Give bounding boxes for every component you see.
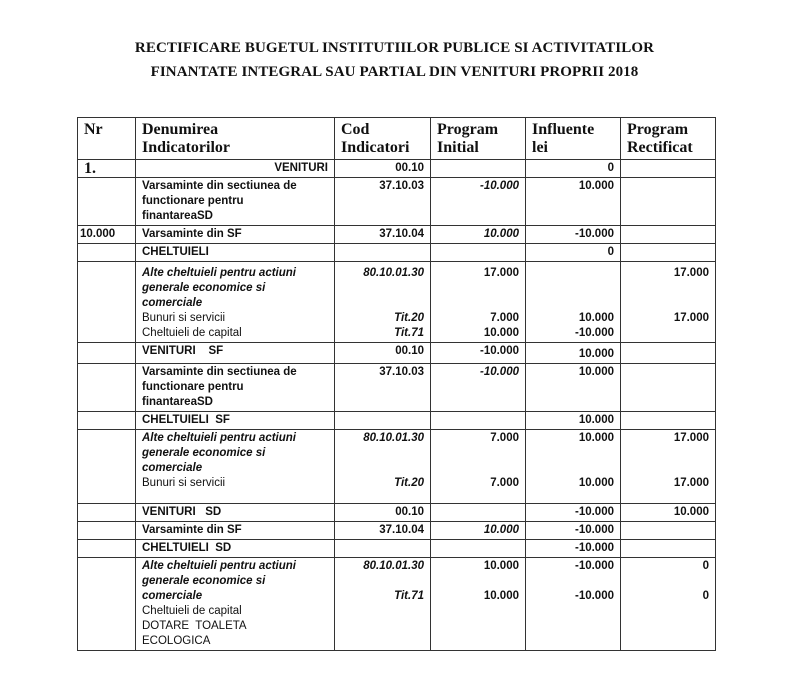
cell-influente: 10.000 (526, 364, 621, 412)
cell-initial: -10.000 (431, 364, 526, 412)
cell-nr (78, 430, 136, 504)
cell-nr (78, 244, 136, 262)
cell-denumire: VENITURI SD (136, 504, 335, 522)
cell-cod: 00.10 (335, 343, 431, 364)
cell-cod: 37.10.03 (335, 364, 431, 412)
cell-nr: 1. (78, 160, 136, 178)
cell-initial: 17.000 7.000 10.000 (431, 262, 526, 343)
cell-nr (78, 504, 136, 522)
table-row (78, 504, 716, 522)
cell-influente: 10.000 (526, 412, 621, 430)
cell-denumire: Varsaminte din SF (136, 226, 335, 244)
cell-rectificat: 17.000 17.000 (621, 430, 716, 504)
header-row (78, 118, 716, 160)
cell-influente: -10.000 -10.000 (526, 558, 621, 651)
table-row (78, 412, 716, 430)
cell-denumire: Varsaminte din sectiunea de functionare pentru finantareaSD (136, 364, 335, 412)
table-row (78, 226, 716, 244)
cell-initial: 10.000 10.000 (431, 558, 526, 651)
cell-rectificat (621, 540, 716, 558)
cell-cod: 37.10.03 (335, 178, 431, 226)
cell-denumire: VENITURI (136, 160, 335, 178)
cell-influente: 10.000 (526, 178, 621, 226)
cell-rectificat: 10.000 (621, 504, 716, 522)
cell-denumire: Alte cheltuieli pentru actiuni generale economice si comerciale Cheltuieli de capital DOTARE TOALETA ECOLOGICA (136, 558, 335, 651)
table-row (78, 160, 716, 178)
cell-cod: 00.10 (335, 160, 431, 178)
header-denumire: Denumirea Indicatorilor (136, 118, 335, 160)
cell-initial (431, 540, 526, 558)
cell-denumire: VENITURI SF (136, 343, 335, 364)
header-initial: Program Initial (431, 118, 526, 160)
cell-influente: -10.000 (526, 522, 621, 540)
cell-cod (335, 412, 431, 430)
cell-cod: 37.10.04 (335, 226, 431, 244)
cell-cod: 37.10.04 (335, 522, 431, 540)
cell-influente: 10.000 (526, 343, 621, 364)
cell-initial: 10.000 (431, 226, 526, 244)
cell-influente: 0 (526, 244, 621, 262)
cell-influente: -10.000 (526, 504, 621, 522)
cell-rectificat: 17.000 17.000 (621, 262, 716, 343)
cell-influente: 10.000 10.000 (526, 430, 621, 504)
cell-initial: 10.000 (431, 522, 526, 540)
cell-rectificat (621, 343, 716, 364)
cell-nr (78, 364, 136, 412)
cell-denumire: Varsaminte din sectiunea de functionare pentru finantareaSD (136, 178, 335, 226)
cell-rectificat: 0 0 (621, 558, 716, 651)
cell-denumire: CHELTUIELI (136, 244, 335, 262)
cell-initial: -10.000 (431, 178, 526, 226)
cell-influente: 0 (526, 160, 621, 178)
cell-initial (431, 504, 526, 522)
cell-nr (78, 522, 136, 540)
table-row (78, 178, 716, 226)
cell-rectificat (621, 244, 716, 262)
cell-rectificat (621, 364, 716, 412)
cell-cod (335, 244, 431, 262)
table-row (78, 343, 716, 364)
cell-initial: -10.000 (431, 343, 526, 364)
cell-initial (431, 412, 526, 430)
cell-denumire: Alte cheltuieli pentru actiuni generale economice si comerciale Bunuri si servicii Cheltuieli de capital (136, 262, 335, 343)
table-row (78, 262, 716, 343)
table-row (78, 244, 716, 262)
cell-initial (431, 160, 526, 178)
cell-nr: 10.000 (78, 226, 136, 244)
cell-influente: 10.000 -10.000 (526, 262, 621, 343)
table-row (78, 540, 716, 558)
cell-cod: 00.10 (335, 504, 431, 522)
cell-influente: -10.000 (526, 226, 621, 244)
header-nr: Nr (78, 118, 136, 160)
cell-rectificat (621, 522, 716, 540)
title-line-2: FINANTATE INTEGRAL SAU PARTIAL DIN VENITURI PROPRII 2018 (150, 64, 639, 80)
cell-cod: 80.10.01.30 Tit.20 (335, 430, 431, 504)
cell-nr (78, 540, 136, 558)
cell-cod: 80.10.01.30 Tit.20 Tit.71 (335, 262, 431, 343)
cell-denumire: Varsaminte din SF (136, 522, 335, 540)
cell-cod (335, 540, 431, 558)
cell-denumire: CHELTUIELI SD (136, 540, 335, 558)
cell-initial: 7.000 7.000 (431, 430, 526, 504)
cell-denumire: CHELTUIELI SF (136, 412, 335, 430)
cell-denumire: Alte cheltuieli pentru actiuni generale economice si comerciale Bunuri si servicii (136, 430, 335, 504)
cell-rectificat (621, 178, 716, 226)
table-row (78, 430, 716, 504)
cell-rectificat (621, 160, 716, 178)
table-row (78, 364, 716, 412)
cell-influente: -10.000 (526, 540, 621, 558)
cell-nr (78, 262, 136, 343)
budget-table (77, 117, 716, 651)
header-rectificat: Program Rectificat (621, 118, 716, 160)
header-influente: Influente lei (526, 118, 621, 160)
cell-initial (431, 244, 526, 262)
cell-nr (78, 558, 136, 651)
title-line-1: RECTIFICARE BUGETUL INSTITUTIILOR PUBLICE SI ACTIVITATILOR (134, 40, 655, 56)
cell-nr (78, 412, 136, 430)
cell-rectificat (621, 412, 716, 430)
cell-cod: 80.10.01.30 Tit.71 (335, 558, 431, 651)
cell-rectificat (621, 226, 716, 244)
table-row (78, 522, 716, 540)
table-row (78, 558, 716, 651)
header-cod: Cod Indicatori (335, 118, 431, 160)
cell-nr (78, 178, 136, 226)
cell-nr (78, 343, 136, 364)
document-title (0, 36, 789, 84)
